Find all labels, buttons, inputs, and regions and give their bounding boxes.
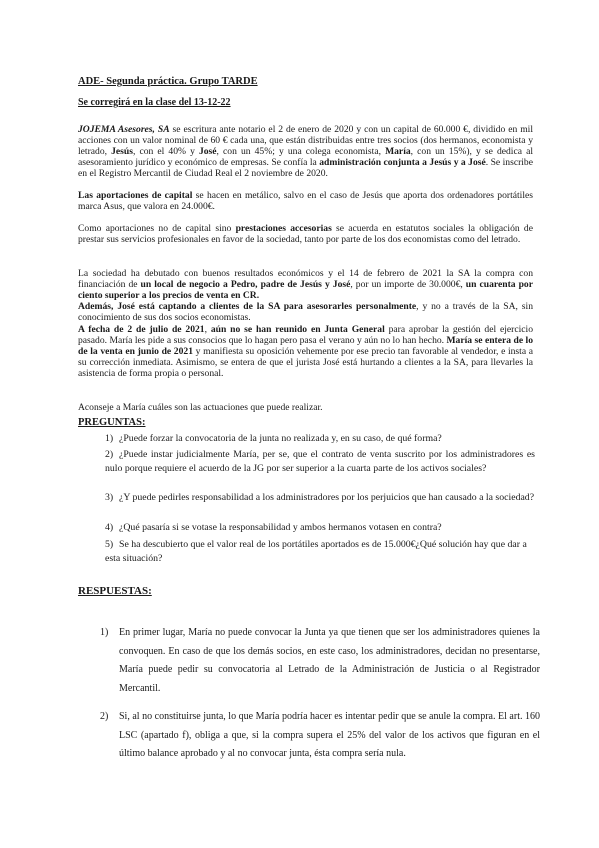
question-item: 3) ¿Y puede pedirles responsabilidad a los administradores por los perjuicios que han causado a la sociedad? xyxy=(105,492,535,503)
paragraph-capital: Las aportaciones de capital se hacen en metálico, salvo en el caso de Jesús que aporta dos ordenadores portátiles marca Asus, que valora en 24.000€. xyxy=(78,190,533,213)
advice-line: Aconseje a María cuáles son las actuaciones que puede realizar. xyxy=(78,402,323,413)
document-subtitle: Se corregirá en la clase del 13-12-22 xyxy=(78,97,231,108)
question-item: 2) ¿Puede instar judicialmente María, per se, que el contrato de venta suscrito por los administradores es nulo porque requiere el acuerdo de la JG por ser superior a la cuarta parte de los activos sociales? xyxy=(105,449,535,475)
paragraph-prestaciones: Como aportaciones no de capital sino prestaciones accesorias se acuerda en estatutos sociales la obligación de prestar sus servicios profesionales en favor de la sociedad, tanto por parte de los dos economistas como del letrado. xyxy=(78,223,533,246)
question-item: 1) ¿Puede forzar la convocatoria de la junta no realizada y, en su caso, de qué forma? xyxy=(105,433,442,444)
answers-heading: RESPUESTAS: xyxy=(78,585,152,597)
questions-heading: PREGUNTAS: xyxy=(78,417,146,428)
paragraph-local: La sociedad ha debutado con buenos resultados económicos y el 14 de febrero de 2021 la SA la compra con financiación de un local de negocio a Pedro, padre de Jesús y José, por un importe de 30.000€, un cuarenta por ciento superior a los precios de venta en CR. xyxy=(78,268,533,302)
document-title: ADE- Segunda práctica. Grupo TARDE xyxy=(78,76,258,87)
paragraph-clientes: Además, José está captando a clientes de la SA para asesorarles personalmente, y no a través de la SA, sin conocimiento de sus dos socios economistas. xyxy=(78,301,533,324)
paragraph-company: JOJEMA Asesores, SA se escritura ante notario el 2 de enero de 2020 y con un capital de 60.000 €, dividido en mil acciones con un valor nominal de 60 € cada una, que están distribuidas entre tres socios (dos hermanos, economista y letrado, Jesús, con el 40% y José, con un 45%; y una colega economista, María, con un 15%), y se dedica al asesoramiento jurídico y económico de empresas. Se confía la administración conjunta a Jesús y a José. Se inscribe en el Registro Mercantil de Ciudad Real el 2 noviembre de 2020. xyxy=(78,124,533,180)
answer-item: 1) En primer lugar, María no puede convocar la Junta ya que tienen que ser los administradores quienes la convoquen. En caso de que los demás socios, en este caso, los administradores, decidan no presentarse, María puede pedir su convocatoria al Letrado de la Administración de Justicia o al Registrador Mercantil. xyxy=(100,627,540,694)
question-item: 5) Se ha descubierto que el valor real de los portátiles aportados es de 15.000€¿Qué solución hay que dar a esta situación? xyxy=(105,539,527,565)
question-item: 4) ¿Qué pasaría si se votase la responsabilidad y ambos hermanos votasen en contra? xyxy=(105,522,442,533)
paragraph-junta: A fecha de 2 de julio de 2021, aún no se han reunido en Junta General para aprobar la gestión del ejercicio pasado. María les pide a sus consocios que lo hagan pero pasa el verano y aún no lo han hecho. María se entera de lo de la venta en junio de 2021 y manifiesta su oposición vehemente por ese precio tan favorable al vendedor, e insta a su corrección inmediata. Asimismo, se entera de que el jurista José está hurtando a clientes a la SA, para llevarles la asistencia de forma propia o personal. xyxy=(78,324,533,380)
company-name: JOJEMA Asesores, SA xyxy=(78,124,170,135)
answer-item: 2) Si, al no constituirse junta, lo que María podría hacer es intentar pedir que se anule la compra. El art. 160 LSC (apartado f), obliga a que, si la compra supera el 25% del valor de los activos que figuran en el último balance aprobado y al no convocar junta, ésta compra sería nula. xyxy=(100,711,540,759)
